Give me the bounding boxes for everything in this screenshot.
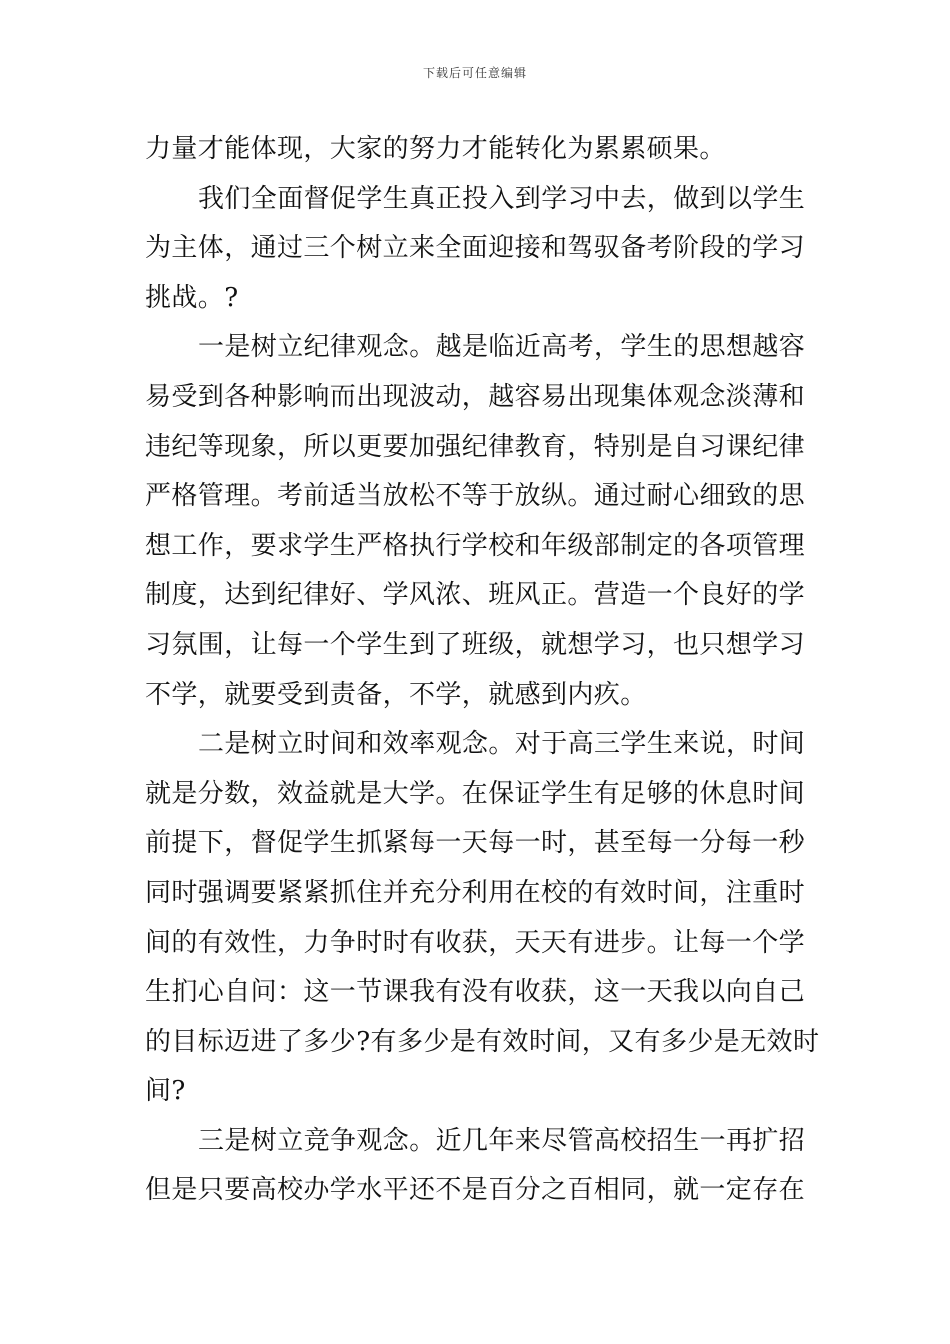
text-line: 生扪心自问：这一节课我有没有收获，这一天我以向自己 [145, 977, 806, 1008]
text-line: 我们全面督促学生真正投入到学习中去，做到以学生 [198, 183, 806, 214]
text-line: 但是只要高校办学水平还不是百分之百相同，就一定存在 [145, 1175, 806, 1206]
text-line: 严格管理。考前适当放松不等于放纵。通过耐心细致的思 [145, 481, 806, 512]
text-line: 为主体，通过三个树立来全面迎接和驾驭备考阶段的学习 [145, 233, 806, 264]
text-line: 二是树立时间和效率观念。对于高三学生来说，时间 [198, 729, 806, 760]
text-line: 的目标迈进了多少?有多少是有效时间，又有多少是无效时 [145, 1026, 820, 1057]
text-line: 一是树立纪律观念。越是临近高考，学生的思想越容 [198, 332, 806, 363]
text-line: 同时强调要紧紧抓住并充分利用在校的有效时间，注重时 [145, 877, 806, 908]
document-body [145, 125, 820, 1216]
text-line: 不学，就要受到责备，不学，就感到内疚。 [145, 679, 647, 710]
page-header: 下载后可任意编辑 [422, 66, 527, 80]
text-line: 三是树立竞争观念。近几年来尽管高校招生一再扩招 [198, 1125, 806, 1156]
text-line: 前提下，督促学生抓紧每一天每一时，甚至每一分每一秒 [145, 828, 806, 859]
text-line: 违纪等现象，所以更要加强纪律教育，特别是自习课纪律 [145, 431, 806, 462]
text-line: 制度，达到纪律好、学风浓、班风正。营造一个良好的学 [145, 580, 806, 611]
text-line: 力量才能体现，大家的努力才能转化为累累硕果。 [145, 134, 726, 164]
text-line: 易受到各种影响而出现波动，越容易出现集体观念淡薄和 [145, 381, 806, 412]
text-line: 间的有效性，力争时时有收获，天天有进步。让每一个学 [145, 927, 806, 958]
text-line: 间? [145, 1076, 186, 1107]
text-line: 想工作，要求学生严格执行学校和年级部制定的各项管理 [145, 530, 806, 561]
text-line: 挑战。? [145, 282, 239, 313]
text-line: 就是分数，效益就是大学。在保证学生有足够的休息时间 [145, 778, 806, 809]
text-line: 习氛围，让每一个学生到了班级，就想学习，也只想学习 [145, 629, 806, 660]
